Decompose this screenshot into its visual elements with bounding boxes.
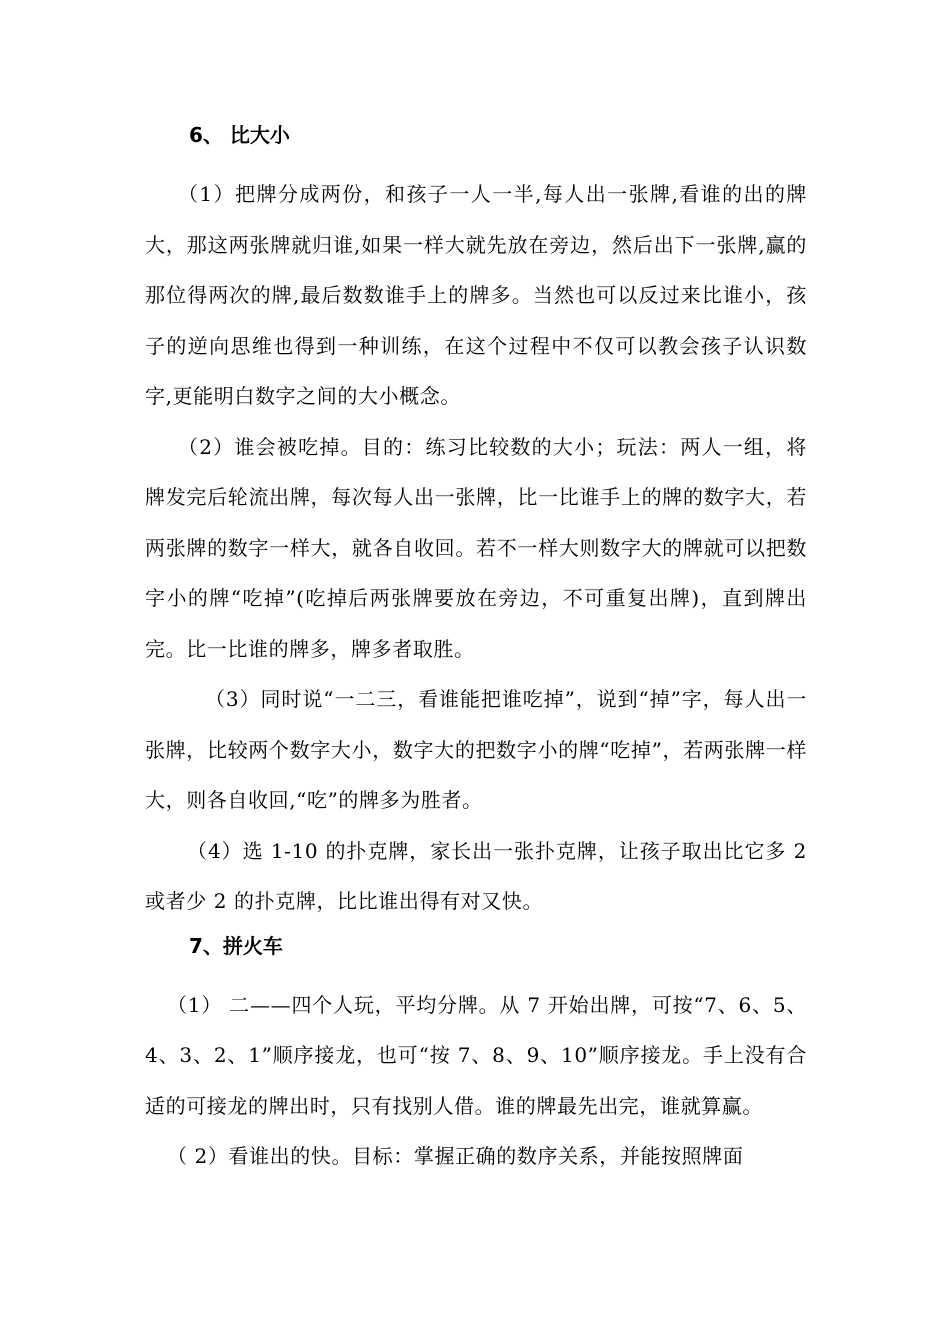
- section-6-paragraph-4: （4）选 1-10 的扑克牌，家长出一张扑克牌，让孩子取出比它多 2 或者少 2 的扑克牌，比比谁出得有对又快。: [145, 838, 807, 913]
- section-7-heading: 7、拼火车: [189, 933, 283, 958]
- section-6-paragraph-3: （3）同时说“一二三，看谁能把谁吃掉”，说到“掉”字，每人出一张牌，比较两个数字大小，数字大的把数字小的牌“吃掉”，若两张牌一样大，则各自收回,“吃”的牌多为胜者。: [145, 687, 807, 812]
- section-7-paragraph-2: （ 2）看谁出的快。目标：掌握正确的数序关系，并能按照牌面: [167, 1144, 744, 1168]
- section-6-paragraph-2: （2）谁会被吃掉。目的：练习比较数的大小；玩法：两人一组，将牌发完后轮流出牌，每次每人出一张牌，比一比谁手上的牌的数字大，若两张牌的数字一样大，就各自收回。若不一样大则数字大的牌就可以把数字小的牌“吃掉”(吃掉后两张牌要放在旁边，不可重复出牌)，直到牌出完。比一比谁的牌多，牌多者取胜。: [145, 434, 807, 661]
- section-6-heading: 6、 比大小: [189, 123, 290, 147]
- section-6-paragraph-1: （1）把牌分成两份，和孩子一人一半,每人出一张牌,看谁的出的牌大，那这两张牌就归谁,如果一样大就先放在旁边，然后出下一张牌,赢的那位得两次的牌,最后数数谁手上的牌多。当然也可以反过来比谁小，孩子的逆向思维也得到一种训练，在这个过程中不仅可以教会孩子认识数字,更能明白数字之间的大小概念。: [145, 182, 807, 408]
- document-body: [145, 118, 807, 1182]
- section-7-paragraph-1: （1） 二——四个人玩，平均分牌。从 7 开始出牌，可按“7、6、5、4、3、2、1”顺序接龙，也可“按 7、8、9、10”顺序接龙。手上没有合适的可接龙的牌出时，只有找别人借。谁的牌最先出完，谁就算赢。: [145, 992, 807, 1118]
